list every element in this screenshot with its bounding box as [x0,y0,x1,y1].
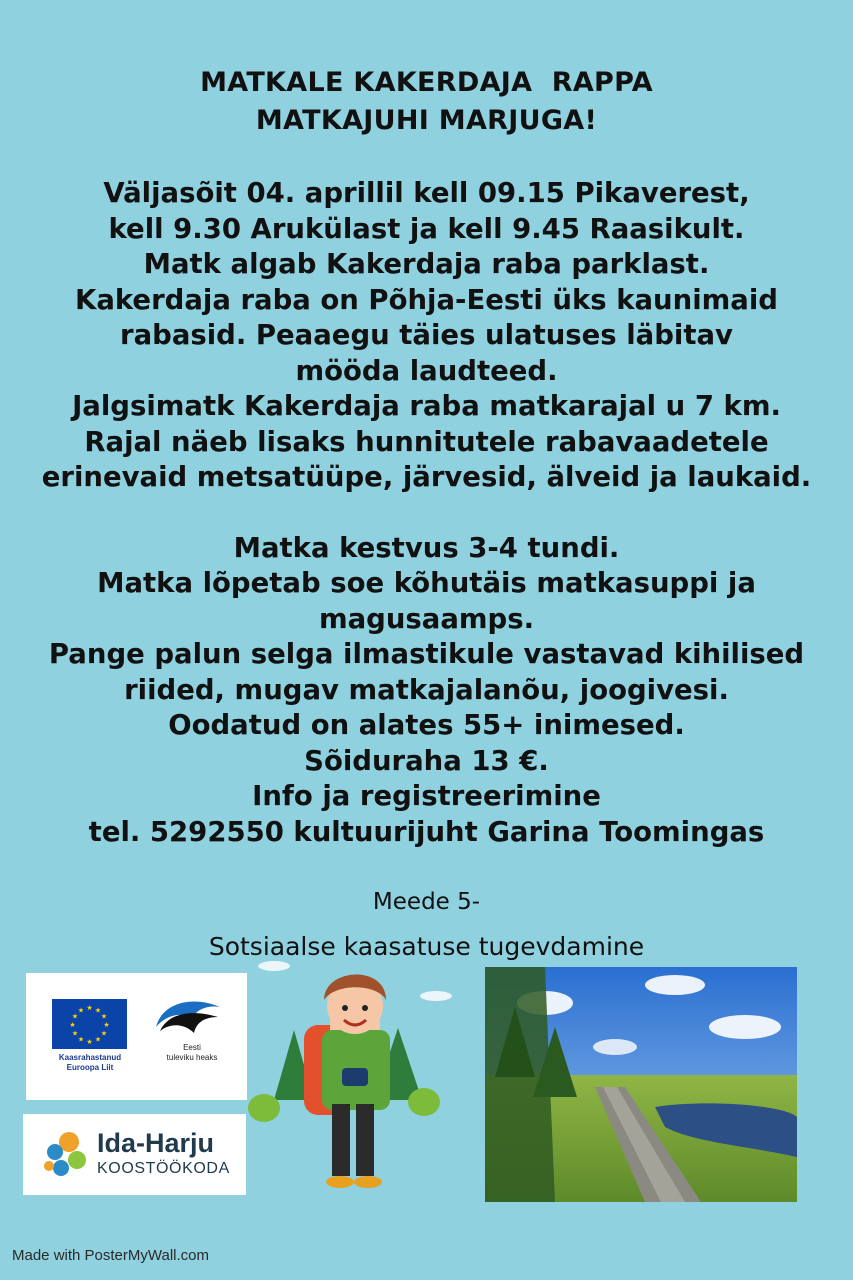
footer-credit: Made with PosterMyWall.com [12,1247,209,1264]
eu-label-line-1: Kaasrahastanud [58,1053,122,1062]
eu-label-line-2: Euroopa Liit [66,1063,114,1072]
funding-logos [26,973,247,1100]
poster-title [0,64,853,140]
ida-harju-name: Ida-Harju [97,1128,215,1158]
body-line: Info ja registreerimine [252,780,601,812]
svg-text:★: ★ [94,1035,102,1044]
svg-text:★: ★ [77,1006,85,1015]
title-line-1: MATKALE KAKERDAJA RAPPA [200,67,653,98]
eu-flag-icon [52,999,127,1049]
estonia-label [156,1043,228,1063]
svg-text:★: ★ [100,1012,108,1021]
body-line: mööda laudteed. [295,354,558,387]
svg-text:★: ★ [103,1021,110,1029]
svg-text:★: ★ [94,1006,102,1015]
svg-text:★: ★ [77,1035,85,1044]
bog-photo [485,967,797,1202]
estonia-label-line-1: Eesti [183,1043,201,1052]
body-line: Kakerdaja raba on Põhja-Eesti üks kaunimaid [75,283,778,316]
title-line-2: MATKAJUHI MARJUGA! [255,105,598,136]
svg-text:★: ★ [100,1029,108,1038]
paragraph-gap [0,496,853,531]
ida-harju-logo [23,1114,246,1195]
svg-text:★: ★ [86,1004,93,1012]
body-line: Rajal näeb lisaks hunnitutele rabavaadetele [84,425,769,458]
body-line: Sõiduraha 13 €. [304,744,549,777]
svg-text:★: ★ [69,1021,76,1029]
measure-line-2: Sotsiaalse kaasatuse tugevdamine [208,932,645,961]
estonia-label-line-2: tuleviku heaks [166,1053,218,1062]
poster-body [0,176,853,850]
body-line: Oodatud on alates 55+ inimesed. [168,709,685,741]
hiker-illustration [236,950,466,1200]
ida-harju-subtitle: KOOSTÖÖKODA [97,1160,230,1177]
body-line: erinevaid metsatüüpe, järvesid, älveid ja laukaid. [41,461,812,493]
body-line: magusaamps. [318,602,535,635]
body-line: kell 9.30 Arukülast ja kell 9.45 Raasikult. [108,212,745,245]
eu-label [40,1053,140,1073]
svg-text:★: ★ [71,1029,79,1038]
body-line: Pange palun selga ilmastikule vastavad kihilised [48,638,805,670]
svg-text:★: ★ [86,1038,93,1046]
body-line: Matka kestvus 3-4 tundi. [233,531,620,564]
svg-text:★: ★ [71,1012,79,1021]
body-line: riided, mugav matkajalanõu, joogivesi. [124,673,729,706]
body-line: Väljasõit 04. aprillil kell 09.15 Pikaverest, [103,177,750,209]
body-line: Jalgsimatk Kakerdaja raba matkarajal u 7 km. [72,390,781,422]
measure-line-1: Meede 5- [372,889,481,915]
body-line: Matka lõpetab soe kõhutäis matkasuppi ja [97,567,756,599]
body-line: tel. 5292550 kultuurijuht Garina Toomingas [88,815,765,848]
body-line: Matk algab Kakerdaja raba parklast. [143,248,710,280]
ida-harju-mark-icon [41,1130,89,1178]
body-line: rabasid. Peaaegu täies ulatuses läbitav [120,319,733,351]
